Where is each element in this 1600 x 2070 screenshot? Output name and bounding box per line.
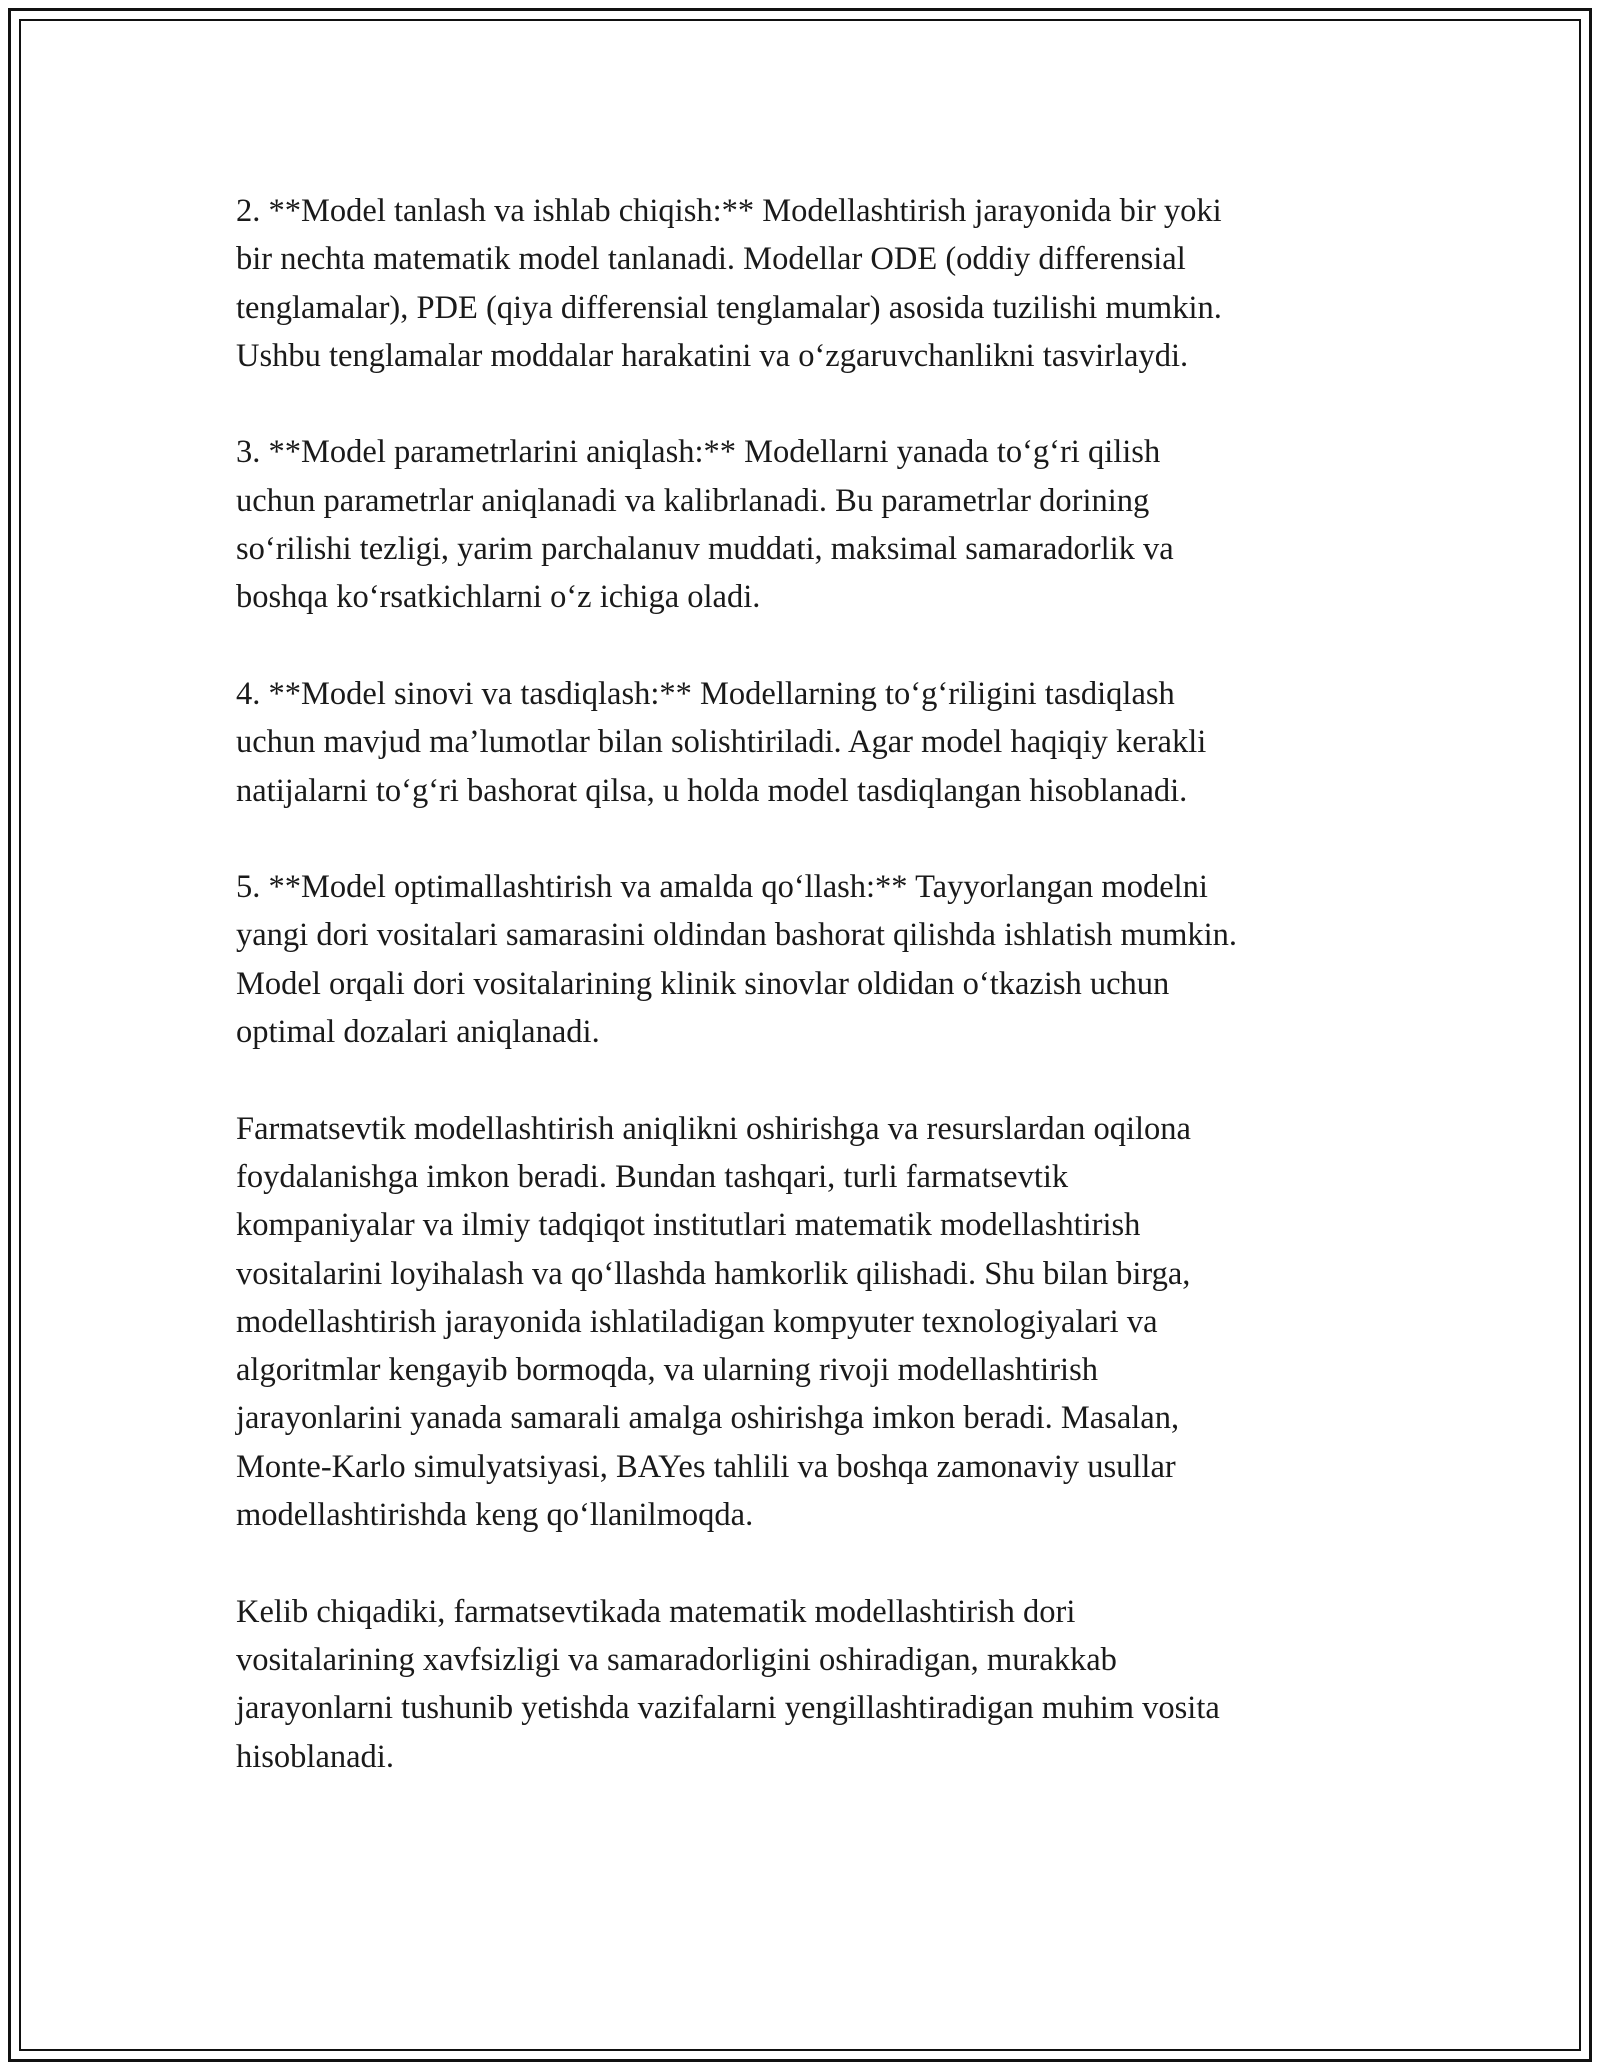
document-body <box>236 187 1371 1781</box>
paragraph-model-selection: 2. **Model tanlash va ishlab chiqish:** Modellashtirish jarayonida bir yoki bir nechta matematik model tanlanadi. Modellar ODE (oddiy differensial tenglamalar), PDE (qiya differensial tenglamalar) asosida tuzilishi mumkin. Ushbu tenglamalar moddalar harakatini va o‘zgaruvchanlikni tasvirlaydi. <box>236 193 1222 374</box>
paragraph-pharma-modeling-benefits: Farmatsevtik modellashtirish aniqlikni oshirishga va resurslardan oqilona foydalanishga imkon beradi. Bundan tashqari, turli farmatsevtik kompaniyalar va ilmiy tadqiqot institutlari matematik modellashtirish vositalarini loyihalash va qo‘llashda hamkorlik qilishadi. Shu bilan birga, modellashtirish jarayonida ishlatiladigan kompyuter texnologiyalari va algoritmlar kengayib bormoqda, va ularning rivoji modellashtirish jarayonlarini yanada samarali amalga oshirishga imkon beradi. Masalan, Monte-Karlo simulyatsiyasi, BAYes tahlili va boshqa zamonaviy usullar modellashtirishda keng qo‘llanilmoqda. <box>236 1110 1191 1534</box>
paragraph-conclusion: Kelib chiqadiki, farmatsevtikada matematik modellashtirish dori vositalarining xavfsizligi va samaradorligini oshiradigan, murakkab jarayonlarni tushunib yetishda vazifalarni yengillashtiradigan muhim vosita hisoblanadi. <box>236 1593 1220 1775</box>
paragraph-model-optimization: 5. **Model optimallashtirish va amalda qo‘llash:** Tayyorlangan modelni yangi dori vositalari samarasini oldindan bashorat qilishda ishlatish mumkin. Model orqali dori vositalarining klinik sinovlar oldidan o‘tkazish uchun optimal dozalari aniqlanadi. <box>236 869 1238 1051</box>
paragraph-parameter-identification: 3. **Model parametrlarini aniqlash:** Modellarni yanada to‘g‘ri qilish uchun parametrlar aniqlanadi va kalibrlanadi. Bu parametrlar dorining so‘rilishi tezligi, yarim parchalanuv muddati, maksimal samaradorlik va boshqa ko‘rsatkichlarni o‘z ichiga oladi. <box>236 434 1174 616</box>
paragraph-model-validation: 4. **Model sinovi va tasdiqlash:** Modellarning to‘g‘riligini tasdiqlash uchun mavjud ma’lumotlar bilan solishtiriladi. Agar model haqiqiy kerakli natijalarni to‘g‘ri bashorat qilsa, u holda model tasdiqlangan hisoblanadi. <box>236 675 1207 809</box>
